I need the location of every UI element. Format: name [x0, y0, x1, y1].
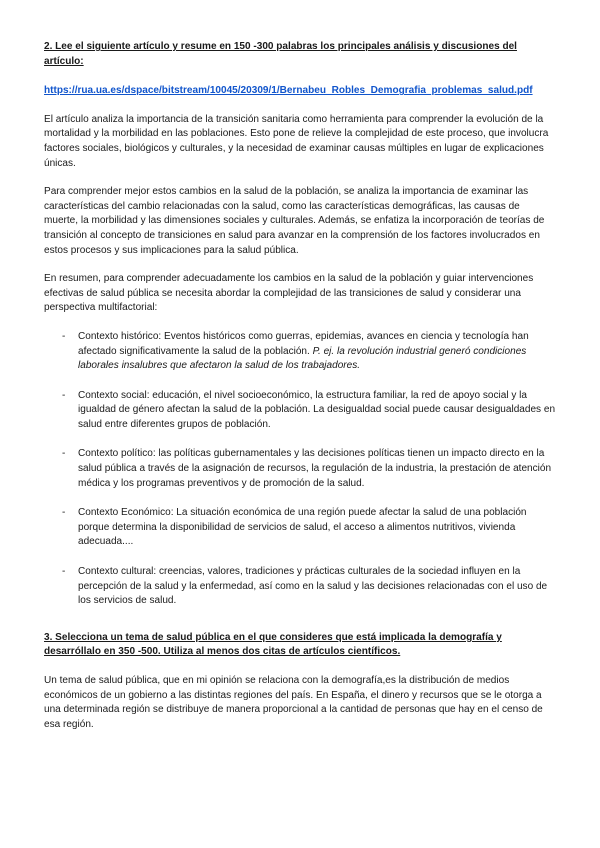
- bullet-dash: -: [62, 566, 66, 578]
- list-item-historical: [44, 330, 556, 374]
- q2-paragraph-1: El artículo analiza la importancia de la transición sanitaria como herramienta para comprender la evolución de la mortalidad y la morbilidad en las poblaciones. Esto pone de relieve la complejidad de este proceso, que involucra factores sociales, biológicos y culturales, y la necesidad de examinar causas múltiples en lugar de explicaciones únicas.: [44, 113, 549, 169]
- bullet-dash: -: [62, 448, 66, 460]
- question-3-heading: 3. Selecciona un tema de salud pública en el que consideres que está implicada la demografía y desarróllalo en 350 -500. Utiliza al menos dos citas de artículos científicos.: [44, 631, 502, 658]
- article-link[interactable]: https://rua.ua.es/dspace/bitstream/10045/20309/1/Bernabeu_Robles_Demografia_problemas_salud.pdf: [44, 85, 533, 97]
- list-item-text: Contexto Económico: La situación económica de una región puede afectar la salud de una población porque determina la disponibilidad de servicios de salud, el acceso a alimentos nutritivos, vivienda adecuada....: [78, 507, 527, 548]
- bullet-dash: -: [62, 507, 66, 519]
- list-item-text: Contexto social: educación, el nivel socioeconómico, la estructura familiar, la red de apoyo social y la igualdad de género afectan la salud de la población. La desigualdad social puede causar desigualdades en salud entre diferentes grupos de población.: [78, 389, 556, 430]
- context-list: [44, 330, 556, 609]
- q3-paragraph-1: Un tema de salud pública, que en mi opinión se relaciona con la demografía,es la distribución de medios económicos de un gobierno a las distintas regiones del país. En España, el dinero y recursos que se le otorga a una determinada región se distribuye de manera proporcional a la cantidad de personas que hay en el censo de esa región.: [44, 675, 543, 730]
- bullet-dash: -: [62, 330, 66, 342]
- list-item-italic-example: P. ej. la revolución industrial generó condiciones laborales insalubres que afectaron la salud de los trabajadores.: [78, 345, 527, 372]
- q2-paragraph-2: Para comprender mejor estos cambios en la salud de la población, se analiza la importancia de examinar las características del cambio relacionadas con la salud, como las características demográficas, las causas de muerte, la morbilidad y las dimensiones sociales y culturales. Además, se enfatiza la incorporación de teorías de transición al concepto de transiciones en salud para avanzar en la comprensión de los factores involucrados en estos procesos y sus implicaciones para la salud pública.: [44, 186, 545, 256]
- bullet-dash: -: [62, 389, 66, 401]
- q2-paragraph-3: En resumen, para comprender adecuadamente los cambios en la salud de la población y guiar intervenciones efectivas de salud pública se necesita abordar la complejidad de las transiciones de salud y considerar una perspectiva multifactorial:: [44, 273, 534, 314]
- list-item-social: [44, 389, 556, 433]
- list-item-economic: [44, 506, 556, 550]
- question-2-heading: 2. Lee el siguiente artículo y resume en 150 -300 palabras los principales análisis y discusiones del artículo:: [44, 41, 517, 67]
- list-item-political: [44, 447, 556, 491]
- document-page: [44, 40, 556, 732]
- list-item-text: Contexto cultural: creencias, valores, tradiciones y prácticas culturales de la sociedad influyen en la percepción de la salud y la enfermedad, así como en la salud y las decisiones relacionadas con el uso de los servicios de salud.: [78, 566, 548, 607]
- list-item-cultural: [44, 565, 556, 609]
- list-item-text: Contexto histórico: Eventos históricos como guerras, epidemias, avances en ciencia y tecnología han afectado significativamente la salud de la población.: [78, 330, 529, 357]
- list-item-text: Contexto político: las políticas gubernamentales y las decisiones políticas tienen un impacto directo en la salud pública a través de la asignación de recursos, la regulación de la industria, la prestación de atención médica y los programas preventivos y de promoción de la salud.: [78, 448, 552, 489]
